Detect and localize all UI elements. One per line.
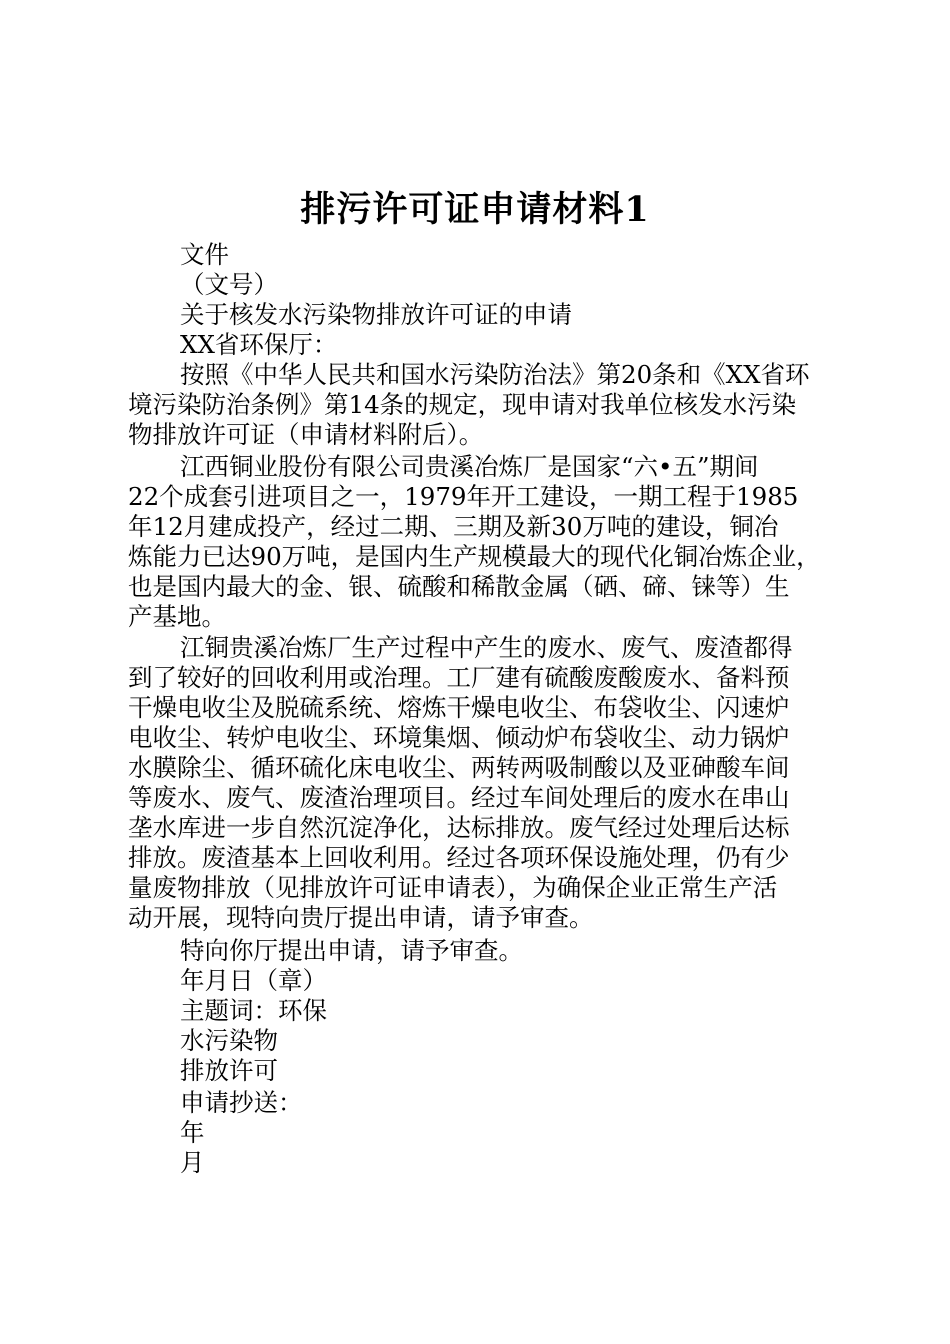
body-line: 22个成套引进项目之一，1979年开工建设，一期工程于1985 (128, 482, 799, 511)
body-line: 按照《中华人民共和国水污染防治法》第20条和《XX省环 (180, 360, 810, 389)
body-line: 年 (180, 1118, 205, 1147)
body-line: 特向你厅提出申请，请予审查。 (180, 936, 523, 965)
body-line: 炼能力已达90万吨，是国内生产规模最大的现代化铜冶炼企业， (128, 542, 821, 571)
body-line: 产基地。 (128, 602, 226, 631)
body-line: XX省环保厅： (180, 330, 338, 359)
body-line: 年12月建成投产，经过二期、三期及新30万吨的建设，铜冶 (128, 512, 779, 541)
body-line: 主题词：环保 (180, 996, 327, 1025)
body-line: 关于核发水污染物排放许可证的申请 (180, 300, 572, 329)
body-line: 年月日（章） (180, 966, 327, 995)
body-line: 物排放许可证（申请材料附后）。 (128, 420, 484, 449)
document-title: 排污许可证申请材料1 (300, 189, 650, 230)
body-line: 量废物排放（见排放许可证申请表），为确保企业正常生产活 (128, 873, 778, 902)
body-line: 文件 (180, 240, 229, 269)
body-line: 江西铜业股份有限公司贵溪冶炼厂是国家“六•五”期间 (180, 452, 759, 481)
body-line: 月 (180, 1148, 205, 1177)
body-line: 境污染防治条例》第14条的规定，现申请对我单位核发水污染 (128, 390, 797, 419)
body-line: 等废水、废气、废渣治理项目。经过车间处理后的废水在串山 (128, 783, 790, 812)
body-line: 电收尘、转炉电收尘、环境集烟、倾动炉布袋收尘、动力锅炉 (128, 723, 790, 752)
body-line: 水膜除尘、循环硫化床电收尘、两转两吸制酸以及亚砷酸车间 (128, 753, 790, 782)
body-line: 排放。废渣基本上回收利用。经过各项环保设施处理，仍有少 (128, 843, 790, 872)
body-line: （文号） (180, 270, 278, 299)
body-line: 也是国内最大的金、银、硫酸和稀散金属（硒、碲、铼等）生 (128, 572, 790, 601)
body-line: 水污染物 (180, 1026, 278, 1055)
body-line: 动开展，现特向贵厅提出申请，请予审查。 (128, 903, 594, 932)
body-line: 排放许可 (180, 1056, 278, 1085)
body-line: 申请抄送： (180, 1088, 303, 1117)
body-line: 到了较好的回收利用或治理。工厂建有硫酸废酸废水、备料预 (128, 663, 790, 692)
body-line: 江铜贵溪冶炼厂生产过程中产生的废水、废气、废渣都得 (180, 633, 793, 662)
body-line: 干燥电收尘及脱硫系统、熔炼干燥电收尘、布袋收尘、闪速炉 (128, 693, 790, 722)
body-line: 垄水库进一步自然沉淀净化，达标排放。废气经过处理后达标 (128, 813, 790, 842)
